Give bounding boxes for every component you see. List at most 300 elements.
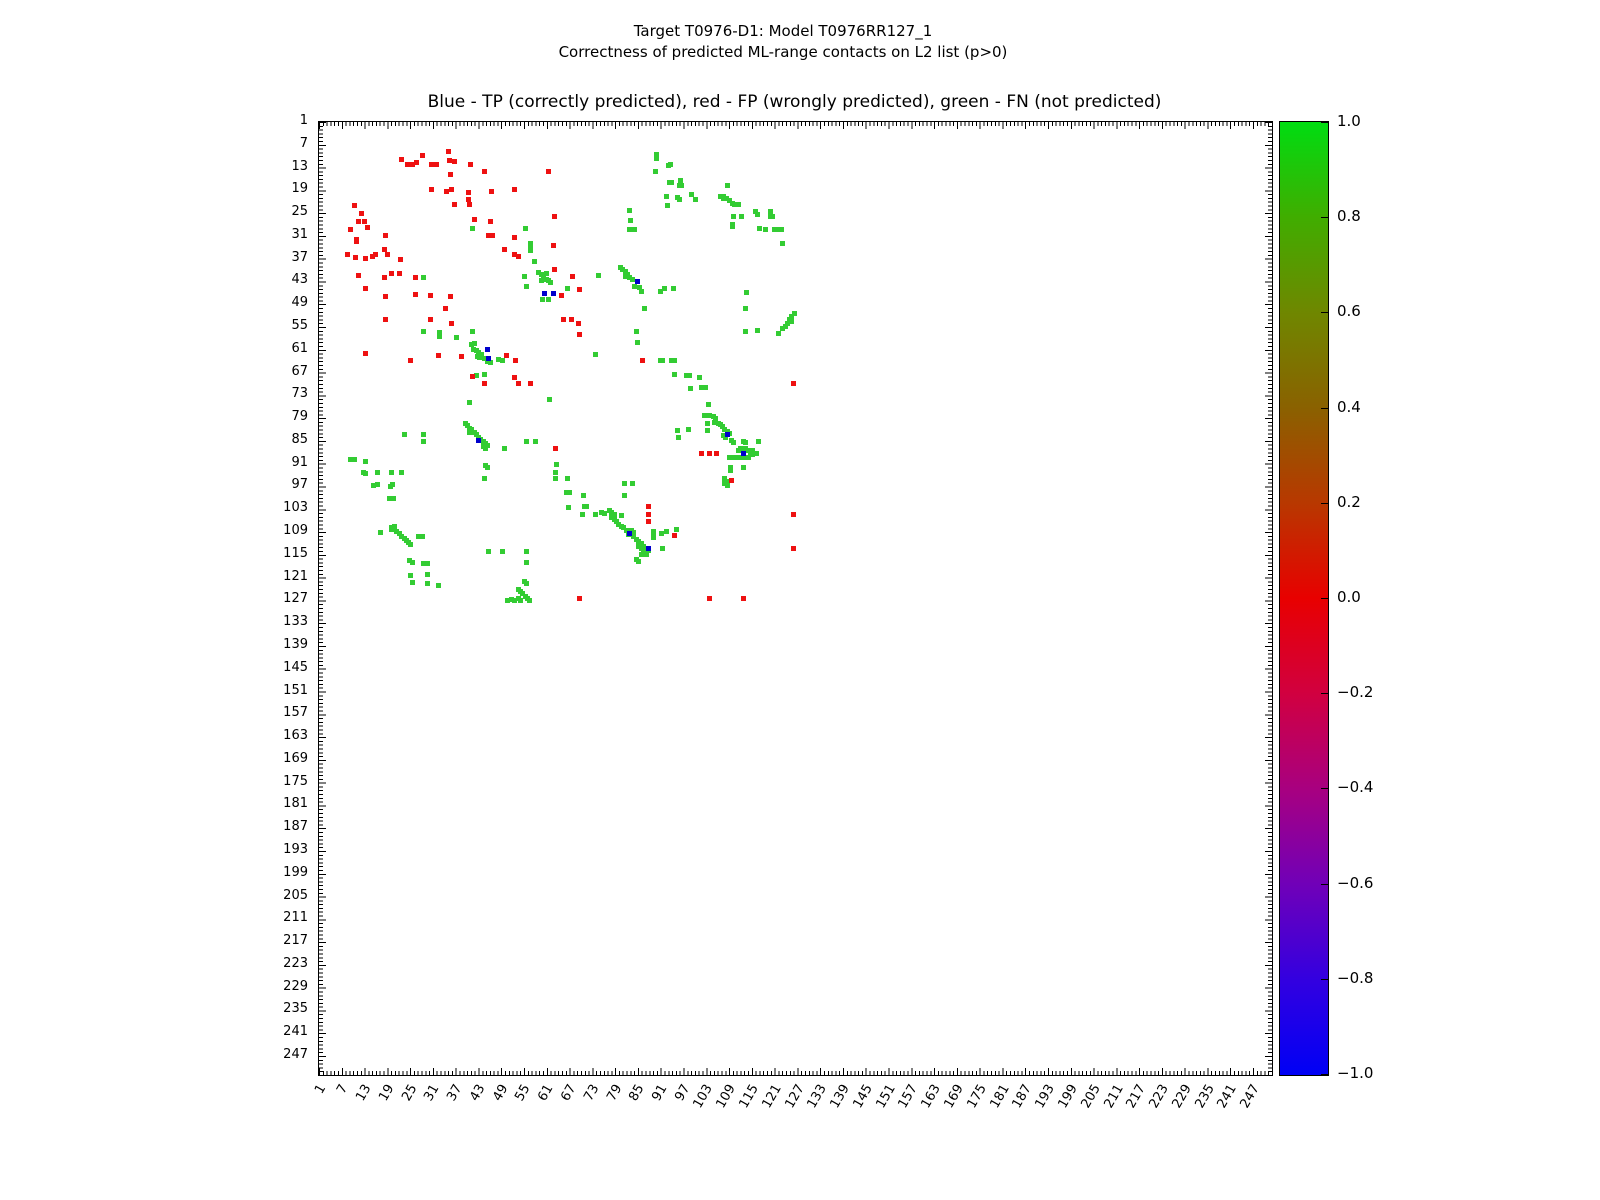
x-tick-label: 187 [1009, 1082, 1036, 1112]
y-tick-label: 133 [283, 614, 308, 630]
fn-dot [706, 402, 711, 407]
x-tick-label: 133 [804, 1082, 831, 1112]
fp-dot [528, 381, 533, 386]
colorbar-tick-mark [1321, 122, 1328, 123]
fp-dot [452, 159, 457, 164]
fp-dot [354, 239, 359, 244]
x-tick-label: 49 [489, 1082, 512, 1104]
fp-dot [389, 271, 394, 276]
fp-dot [482, 169, 487, 174]
fn-dot [741, 465, 746, 470]
fp-dot [559, 293, 564, 298]
y-tick-label: 157 [283, 705, 308, 721]
fn-dot [544, 271, 549, 276]
fp-dot [414, 160, 419, 165]
fn-dot [553, 470, 558, 475]
fn-dot [454, 335, 459, 340]
fn-dot [660, 358, 665, 363]
fn-dot [768, 214, 773, 219]
tp-dot [646, 546, 651, 551]
x-tick-label: 175 [964, 1082, 990, 1112]
y-tick-label: 217 [283, 933, 308, 949]
fn-dot [792, 311, 797, 316]
fp-dot [482, 381, 487, 386]
x-tick-label: 73 [581, 1082, 603, 1104]
fn-dot [352, 457, 357, 462]
x-tick-label: 181 [987, 1082, 1013, 1112]
fn-dot [743, 306, 748, 311]
fp-dot [490, 233, 495, 238]
x-tick-label: 1 [311, 1082, 329, 1097]
x-tick-label: 163 [918, 1082, 945, 1112]
x-tick-label: 103 [690, 1082, 717, 1112]
fn-dot [660, 546, 665, 551]
y-tick-label: 67 [291, 363, 308, 379]
y-tick-label: 103 [283, 500, 308, 516]
fp-dot [397, 271, 402, 276]
x-tick-label: 79 [603, 1082, 626, 1104]
fn-dot [408, 573, 413, 578]
fp-dot [420, 153, 425, 158]
fp-dot [502, 247, 507, 252]
fp-dot [365, 225, 370, 230]
fp-dot [576, 321, 581, 326]
colorbar-tick-label: 0.8 [1337, 207, 1361, 226]
fn-dot [672, 372, 677, 377]
colorbar-tick-mark [1321, 598, 1328, 599]
y-tick-label: 13 [291, 158, 308, 174]
suptitle-line-1: Target T0976-D1: Model T0976RR127_1 [633, 22, 933, 40]
axis-tick-marks [319, 122, 1272, 1075]
x-tick-label: 7 [334, 1082, 352, 1097]
fp-dot [468, 162, 473, 167]
fn-dot [739, 214, 744, 219]
fn-dot [757, 226, 762, 231]
colorbar-tick-label: −0.4 [1337, 778, 1374, 797]
y-tick-label: 169 [283, 750, 308, 766]
fn-dot [725, 183, 730, 188]
x-tick-label: 223 [1146, 1082, 1172, 1112]
fp-dot [516, 254, 521, 259]
fn-dot [548, 280, 553, 285]
tp-dot [627, 531, 632, 536]
y-tick-label: 151 [283, 682, 308, 698]
fp-dot [791, 381, 796, 386]
fp-dot [452, 202, 457, 207]
x-tick-label: 145 [850, 1082, 876, 1112]
fn-dot [668, 162, 673, 167]
fp-dot [551, 243, 556, 248]
fp-dot [348, 227, 353, 232]
fn-dot [632, 227, 637, 232]
fp-dot [512, 187, 517, 192]
colorbar-tick-mark [1321, 788, 1328, 789]
fp-dot [449, 321, 454, 326]
y-tick-label: 139 [283, 636, 308, 652]
colorbar-tick-mark [1321, 884, 1328, 885]
colorbar-tick-mark [1321, 503, 1328, 504]
fn-dot [619, 513, 624, 518]
fp-dot [434, 162, 439, 167]
fn-dot [687, 373, 692, 378]
fp-dot [385, 252, 390, 257]
y-tick-label: 193 [283, 841, 308, 857]
fp-dot [443, 306, 448, 311]
fn-dot [524, 549, 529, 554]
fn-dot [567, 490, 572, 495]
fp-dot [646, 504, 651, 509]
x-tick-label: 109 [713, 1082, 740, 1112]
colorbar-tick-label: 0.6 [1337, 302, 1361, 321]
fp-dot [561, 317, 566, 322]
fn-dot [546, 297, 551, 302]
fn-dot [500, 549, 505, 554]
fp-dot [352, 203, 357, 208]
colorbar [1279, 121, 1329, 1076]
y-tick-label: 175 [283, 773, 308, 789]
fp-dot [345, 252, 350, 257]
x-tick-label: 235 [1192, 1082, 1218, 1112]
x-tick-label: 241 [1214, 1082, 1241, 1112]
fn-dot [705, 428, 710, 433]
fn-dot [686, 427, 691, 432]
fp-dot [714, 451, 719, 456]
fn-dot [596, 273, 601, 278]
fp-dot [741, 596, 746, 601]
fp-dot [356, 219, 361, 224]
y-tick-label: 115 [283, 545, 308, 561]
fp-dot [577, 287, 582, 292]
axes-title: Blue - TP (correctly predicted), red - FP (wrongly predicted), green - FN (not predicted) [427, 92, 1162, 112]
x-tick-label: 205 [1078, 1082, 1104, 1112]
fn-dot [636, 559, 641, 564]
fp-dot [553, 446, 558, 451]
fn-dot [421, 329, 426, 334]
colorbar-tick-mark [1321, 979, 1328, 980]
colorbar-tick-mark [1321, 1074, 1328, 1075]
fn-dot [553, 476, 558, 481]
x-tick-label: 157 [895, 1082, 922, 1112]
fn-dot [539, 278, 544, 283]
fp-dot [398, 257, 403, 262]
fp-dot [729, 478, 734, 483]
fp-dot [470, 374, 475, 379]
x-tick-label: 193 [1032, 1082, 1058, 1112]
fn-dot [677, 183, 682, 188]
tp-dot [725, 432, 730, 437]
fp-dot [383, 294, 388, 299]
y-tick-label: 37 [291, 249, 308, 265]
fn-dot [533, 439, 538, 444]
fn-dot [779, 227, 784, 232]
x-tick-label: 85 [626, 1082, 648, 1104]
fn-dot [780, 241, 785, 246]
fp-dot [512, 235, 517, 240]
tp-dot [476, 438, 481, 443]
x-tick-label: 169 [941, 1082, 967, 1112]
fn-dot [437, 334, 442, 339]
fp-dot [446, 149, 451, 154]
fp-dot [466, 190, 471, 195]
y-tick-label: 25 [291, 204, 308, 220]
fn-dot [523, 226, 528, 231]
fp-dot [436, 353, 441, 358]
fp-dot [363, 286, 368, 291]
fn-dot [389, 470, 394, 475]
tp-dot [635, 279, 640, 284]
x-tick-label: 55 [512, 1082, 535, 1104]
fn-dot [727, 455, 732, 460]
y-tick-label: 49 [291, 295, 308, 311]
fn-dot [593, 352, 598, 357]
fn-dot [363, 471, 368, 476]
fp-dot [552, 214, 557, 219]
fp-dot [577, 332, 582, 337]
fn-dot [402, 432, 407, 437]
colorbar-tick-label: −0.8 [1337, 968, 1374, 987]
fp-dot [504, 353, 509, 358]
colorbar-tick-label: −0.2 [1337, 683, 1374, 702]
fp-dot [413, 275, 418, 280]
fn-dot [408, 542, 413, 547]
fn-dot [639, 289, 644, 294]
fp-dot [428, 293, 433, 298]
fn-dot [669, 180, 674, 185]
fp-dot [383, 233, 388, 238]
x-tick-label: 91 [649, 1082, 671, 1104]
fp-dot [362, 219, 367, 224]
y-tick-label: 205 [283, 887, 308, 903]
fp-dot [356, 273, 361, 278]
x-tick-label: 25 [398, 1082, 421, 1104]
fn-dot [378, 530, 383, 535]
fn-dot [776, 331, 781, 336]
y-tick-label: 109 [283, 523, 308, 539]
fn-dot [472, 341, 477, 346]
fn-dot [728, 468, 733, 473]
tp-dot [485, 347, 490, 352]
fn-dot [532, 259, 537, 264]
fp-dot [373, 252, 378, 257]
y-tick-label: 163 [283, 728, 308, 744]
fp-dot [640, 358, 645, 363]
fn-dot [627, 227, 632, 232]
fp-dot [707, 596, 712, 601]
tp-dot [741, 451, 746, 456]
fp-dot [472, 217, 477, 222]
fp-dot [577, 596, 582, 601]
fn-dot [554, 462, 559, 467]
fn-dot [763, 227, 768, 232]
y-tick-label: 73 [291, 386, 308, 402]
x-tick-label: 139 [827, 1082, 853, 1112]
fn-dot [744, 290, 749, 295]
fn-dot [689, 192, 694, 197]
y-tick-label: 211 [283, 910, 308, 926]
fn-dot [675, 428, 680, 433]
y-tick-label: 247 [283, 1047, 308, 1063]
fn-dot [671, 286, 676, 291]
fn-dot [436, 583, 441, 588]
fn-dot [470, 329, 475, 334]
y-tick-label: 97 [291, 477, 308, 493]
fn-dot [467, 400, 472, 405]
x-tick-label: 115 [736, 1082, 762, 1112]
fn-dot [644, 552, 649, 557]
fn-dot [566, 505, 571, 510]
fp-dot [382, 275, 387, 280]
fn-dot [693, 197, 698, 202]
tp-dot [486, 356, 491, 361]
fn-dot [622, 493, 627, 498]
fn-dot [705, 421, 710, 426]
fn-dot [676, 435, 681, 440]
colorbar-tick-label: 1.0 [1337, 112, 1361, 130]
fn-dot [470, 226, 475, 231]
fn-dot [547, 397, 552, 402]
fn-dot [421, 439, 426, 444]
fn-dot [565, 286, 570, 291]
x-tick-label: 13 [353, 1082, 375, 1104]
x-tick-label: 97 [672, 1082, 694, 1104]
x-tick-label: 229 [1169, 1082, 1195, 1112]
colorbar-tick-mark [1321, 408, 1328, 409]
fn-dot [486, 549, 491, 554]
fn-dot [425, 572, 430, 577]
colorbar-tick-label: −1.0 [1337, 1064, 1374, 1082]
fn-dot [634, 329, 639, 334]
fn-dot [482, 372, 487, 377]
fn-dot [540, 297, 545, 302]
fn-dot [731, 214, 736, 219]
fn-dot [736, 455, 741, 460]
x-tick-label: 127 [781, 1082, 808, 1112]
x-tick-label: 151 [873, 1082, 899, 1112]
fn-dot [672, 358, 677, 363]
fn-dot [697, 375, 702, 380]
fp-dot [672, 533, 677, 538]
fn-dot [622, 481, 627, 486]
fn-dot [425, 561, 430, 566]
fn-dot [524, 284, 529, 289]
fp-dot [791, 512, 796, 517]
colorbar-tick-mark [1321, 312, 1328, 313]
fp-dot [429, 187, 434, 192]
tp-dot [542, 291, 547, 296]
fn-dot [628, 218, 633, 223]
fp-dot [488, 219, 493, 224]
x-tick-label: 217 [1123, 1082, 1150, 1112]
x-tick-label: 19 [376, 1082, 398, 1104]
fn-dot [630, 481, 635, 486]
fn-dot [524, 581, 529, 586]
fn-dot [527, 598, 532, 603]
fp-dot [408, 358, 413, 363]
fn-dot [627, 208, 632, 213]
fp-dot [363, 256, 368, 261]
fn-dot [743, 329, 748, 334]
fp-dot [363, 351, 368, 356]
y-tick-label: 145 [283, 659, 308, 675]
y-tick-label: 79 [291, 409, 308, 425]
fn-dot [642, 306, 647, 311]
fn-dot [593, 512, 598, 517]
fn-dot [580, 512, 585, 517]
fp-dot [399, 157, 404, 162]
fn-dot [522, 274, 527, 279]
fp-dot [512, 375, 517, 380]
fp-dot [646, 519, 651, 524]
fn-dot [363, 459, 368, 464]
x-tick-label: 67 [558, 1082, 580, 1104]
x-tick-label: 61 [535, 1082, 557, 1104]
colorbar-tick-label: 0.0 [1337, 588, 1361, 606]
fp-dot [459, 354, 464, 359]
fn-dot [755, 328, 760, 333]
fn-dot [688, 386, 693, 391]
fp-dot [359, 211, 364, 216]
fn-dot [584, 504, 589, 509]
fn-dot [651, 535, 656, 540]
fn-dot [375, 470, 380, 475]
colorbar-tick-label: 0.2 [1337, 492, 1361, 511]
fp-dot [570, 274, 575, 279]
fn-dot [674, 527, 679, 532]
colorbar-tick-label: 0.4 [1337, 397, 1361, 416]
fn-dot [524, 439, 529, 444]
y-tick-label: 187 [283, 819, 308, 835]
fp-dot [699, 451, 704, 456]
y-tick-label: 235 [283, 1001, 308, 1017]
fn-dot [410, 560, 415, 565]
fp-dot [546, 169, 551, 174]
y-tick-label: 121 [283, 568, 308, 584]
fn-dot [731, 455, 736, 460]
fn-dot [736, 202, 741, 207]
fn-dot [485, 465, 490, 470]
fn-dot [677, 197, 682, 202]
fn-dot [664, 194, 669, 199]
x-tick-label: 199 [1055, 1082, 1081, 1112]
fn-dot [730, 224, 735, 229]
fn-dot [500, 358, 505, 363]
y-tick-label: 55 [291, 318, 308, 334]
fn-dot [664, 529, 669, 534]
x-tick-label: 43 [467, 1082, 489, 1104]
fn-dot [725, 483, 730, 488]
fn-dot [665, 203, 670, 208]
fn-dot [756, 439, 761, 444]
fn-dot [410, 580, 415, 585]
fn-dot [654, 156, 659, 161]
fn-dot [581, 493, 586, 498]
fn-dot [755, 212, 760, 217]
fn-dot [421, 275, 426, 280]
fp-dot [707, 451, 712, 456]
fn-dot [421, 432, 426, 437]
fn-dot [420, 534, 425, 539]
y-tick-label: 1 [299, 113, 308, 128]
y-tick-label: 19 [291, 181, 308, 197]
colorbar-tick-label: −0.6 [1337, 873, 1374, 892]
fp-dot [552, 267, 557, 272]
fp-dot [646, 512, 651, 517]
plot-area [318, 121, 1273, 1076]
fp-dot [791, 546, 796, 551]
fn-dot [662, 286, 667, 291]
colorbar-tick-mark [1321, 217, 1328, 218]
suptitle-line-2: Correctness of predicted ML-range contacts on L2 list (p>0) [558, 43, 1008, 61]
